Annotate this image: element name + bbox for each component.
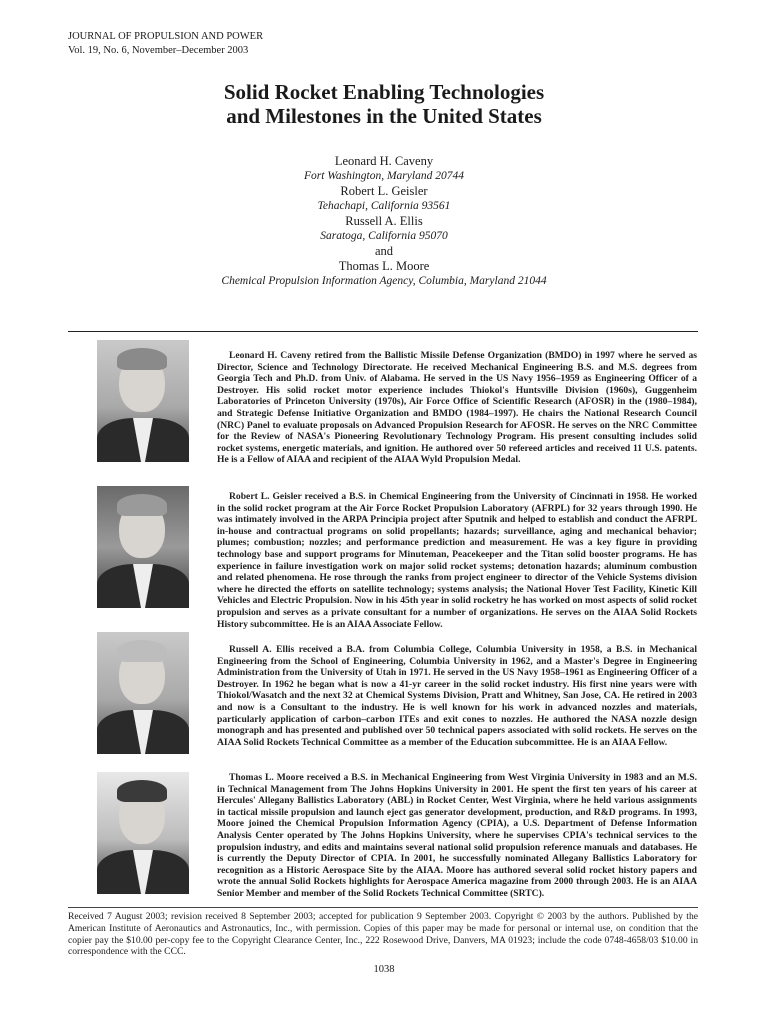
author-block <box>0 154 768 289</box>
author-name: Thomas L. Moore <box>338 259 430 273</box>
footnote: Received 7 August 2003; revision received 8 September 2003; accepted for publication 9 September 2003. Copyright © 2003 by the authors. Published by the American Institute of Aeronautics and Astronautics, Inc., with permission. Copies of this paper may be made for personal or internal use, on condition that the copier pay the $10.00 per-copy fee to the Copyright Clearance Center, Inc., 222 Rosewood Drive, Danvers, MA 01923; include the code 0748-4658/03 $10.00 in correspondence with the CCC. <box>68 911 698 958</box>
author-affiliation: Saratoga, California 95070 <box>320 230 448 242</box>
author-portrait-photo <box>97 486 189 608</box>
bio-text: Russell A. Ellis received a B.A. from Columbia College, Columbia University in 1958, a B.S. in Mechanical Engineering from the School of Engineering, Columbia University in 1962, and a Master's Degree in Engineering Administration from the University of Utah in 1971. He served in the US Navy 1958–1961 as Engineering Officer of a Destroyer. In 1962 he began what is now a 41-yr career in the solid rocket industry. His first nine years were with Thiokol/Wasatch and the next 32 at Chemical Systems Division, Pratt and Whitney, San Jose, CA. He retired in 2003 and now is a Consultant to the industry. He is well known for his work in advanced nozzles and materials, particularly application of carbon–carbon ITEs and exit cones to nozzles. He authored the NASA nozzle design monograph and has presented and published over 50 technical papers associated with solid rockets. He serves on the AIAA Solid Rockets Technical Committee as a member of the Education subcommittee. He is an AIAA Fellow. <box>217 644 697 748</box>
footnote-divider <box>68 907 698 908</box>
author-portrait-photo <box>97 772 189 894</box>
author-name: Russell A. Ellis <box>345 214 423 228</box>
title-line-1: Solid Rocket Enabling Technologies <box>223 80 545 104</box>
author-conjunction: and <box>374 244 394 258</box>
bio-text: Leonard H. Caveny retired from the Ballistic Missile Defense Organization (BMDO) in 1997 where he served as Director, Science and Technology Directorate. He received Mechanical Engineering B.S. and M.S. degrees from Georgia Tech and Ph.D. from Univ. of Alabama. He served in the US Navy 1956–1959 as Engineering Officer of a Destroyer. His solid rocket motor experience includes Thiokol's Huntsville Division (1960s), Guggenheim Laboratories of Princeton University (1970s), Air Force Office of Scientific Research (AFOSR) in the (1980–1984), and Strategic Defense Initiative Organization and BMDO (1984–1997). He chairs the National Research Council (NRC) Panel to evaluate proposals on Advanced Propulsion Research for AFOSR. He serves on the NRC Committee for the Review of NASA's Pioneering Revolutionary Technology Program. His present consulting includes solid rocket systems, energetic materials, and ignition. He authored over 50 refereed articles and received 11 U.S. patents. He is a Fellow of AIAA and recipient of the AIAA Wyld Propulsion Medal. <box>217 350 697 466</box>
author-affiliation: Fort Washington, Maryland 20744 <box>304 170 464 182</box>
journal-header <box>68 30 263 58</box>
bio-text: Robert L. Geisler received a B.S. in Chemical Engineering from the University of Cincinnati in 1958. He worked in the solid rocket program at the Air Force Rocket Propulsion Laboratory (AFRPL) for 32 years through 1990. He was intimately involved in the ARPA Principia project after Sputnik and helped to establish and conduct the AFRPL in-house and contractual programs on solid propellants; hazards; surveillance, aging and mechanical behavior; plumes; combustion; nozzles; and performance prediction and measurement. He was a key figure in providing technology base and support programs for Minuteman, Peacekeeper and the Titan solid booster programs. He has experience in failure investigation work on major solid rocket systems; detonation hazards; aluminum combustion and related phenomena. He rose through the ranks from project engineer to director of the Vehicle Systems division where he directed the efforts on satellite technology; systems analysis; the National Hover Test Facility, Kinetic Kill Vehicles and Electric Propulsion. Now in his 45th year in solid rocketry he has worked on most aspects of solid rocket propulsion and serves as a private consultant for a number of organizations. He serves on the AIAA Solid Rockets History subcommittee. He is an AIAA Associate Fellow. <box>217 491 697 630</box>
section-divider <box>68 331 698 332</box>
journal-issue: Vol. 19, No. 6, November–December 2003 <box>68 45 249 56</box>
journal-name: JOURNAL OF PROPULSION AND POWER <box>68 31 264 42</box>
author-name: Leonard H. Caveny <box>334 154 434 168</box>
author-affiliation: Chemical Propulsion Information Agency, Columbia, Maryland 21044 <box>221 275 547 287</box>
page-number: 1038 <box>373 964 395 975</box>
paper-title <box>0 80 768 128</box>
title-line-2: and Milestones in the United States <box>226 104 542 128</box>
bio-text: Thomas L. Moore received a B.S. in Mechanical Engineering from West Virginia University in 1983 and an M.S. in Technical Management from The Johns Hopkins University in 2001. He spent the first ten years of his career at Hercules' Allegany Ballistics Laboratory (ABL) in Rocket Center, West Virginia, where he held various assignments in tactical missile propulsion and launch eject gas generator development, production, and R&D programs. In 1993, Moore joined the Chemical Propulsion Information Agency (CPIA), a U.S. Department of Defense Information Analysis Center operated by The Johns Hopkins University, where he supervises CPIA's technical services to the propulsion industry, and edits and maintains several national solid propulsion reference manuals and databases. He is currently the Deputy Director of CPIA. In 2001, he successfully nominated Allegany Ballistics Laboratory for recognition as a Historic Aerospace Site by the AIAA. Moore has authored several solid rocket history papers and wrote the annual Solid Rockets highlights for Aerospace America magazine from 2000 through 2003. He is an AIAA Senior Member and member of the Solid Rockets Technical Committee (SRTC). <box>217 772 697 899</box>
author-name: Robert L. Geisler <box>340 184 428 198</box>
author-affiliation: Tehachapi, California 93561 <box>317 200 451 212</box>
author-portrait-photo <box>97 340 189 462</box>
author-portrait-photo <box>97 632 189 754</box>
